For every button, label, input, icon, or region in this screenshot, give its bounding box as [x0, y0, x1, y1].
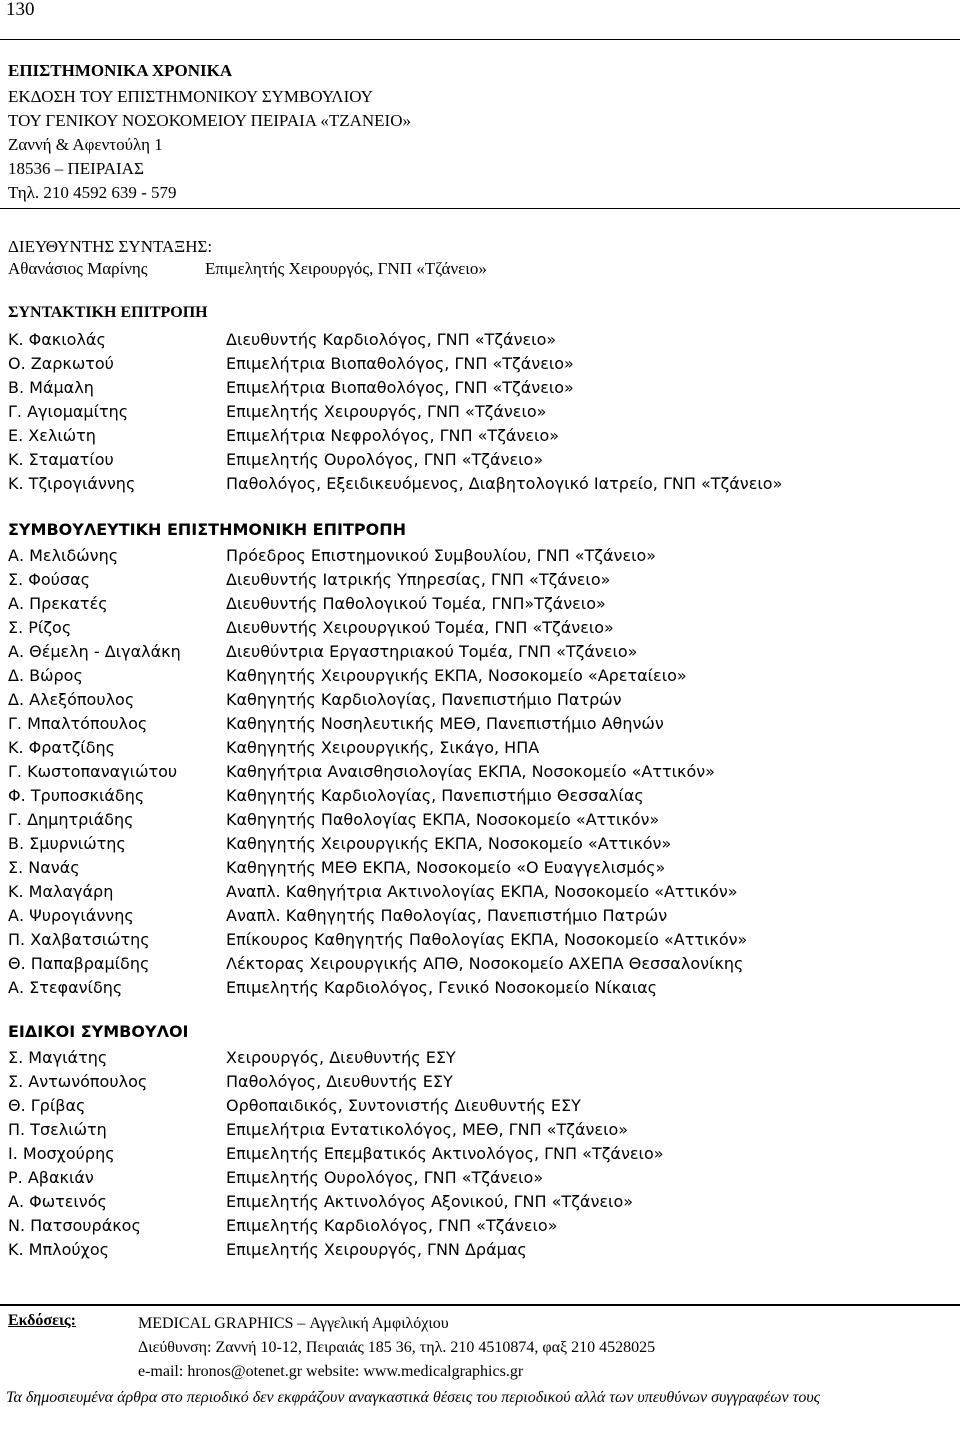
member-role: Επιμελήτρια Βιοπαθολόγος, ΓΝΠ «Τζάνειο»: [226, 354, 574, 373]
member-role: Καθηγήτρια Αναισθησιολογίας ΕΚΠΑ, Νοσοκομείο «Αττικόν»: [226, 762, 715, 781]
member-name: Γ. Αγιομαμίτης: [8, 402, 129, 421]
member-role: Καθηγητής Χειρουργικής ΕΚΠΑ, Νοσοκομείο «Αττικόν»: [226, 834, 672, 853]
member-name: Κ. Τζιρογιάννης: [8, 474, 136, 493]
header-rule: [0, 208, 960, 209]
member-role: Καθηγητής Νοσηλευτικής ΜΕΘ, Πανεπιστήμιο Αθηνών: [226, 714, 664, 733]
member-role: Επιμελητής Ουρολόγος, ΓΝΠ «Τζάνειο»: [226, 450, 544, 469]
member-name: Δ. Βώρος: [8, 666, 83, 685]
member-name: Ε. Χελιώτη: [8, 426, 96, 445]
member-role: Παθολόγος, Διευθυντής ΕΣΥ: [226, 1072, 453, 1091]
member-name: Α. Στεφανίδης: [8, 978, 123, 997]
director-name: Αθανάσιος Μαρίνης: [8, 259, 148, 278]
member-role: Επίκουρος Καθηγητής Παθολογίας ΕΚΠΑ, Νοσοκομείο «Αττικόν»: [226, 930, 748, 949]
member-role: Επιμελήτρια Εντατικολόγος, ΜΕΘ, ΓΝΠ «Τζάνειο»: [226, 1120, 629, 1139]
member-name: Θ. Γρίβας: [8, 1096, 86, 1115]
member-name: Ν. Πατσουράκος: [8, 1216, 141, 1235]
member-name: Ρ. Αβακιάν: [8, 1168, 94, 1187]
member-role: Καθηγητής Καρδιολογίας, Πανεπιστήμιο Θεσσαλίας: [226, 786, 644, 805]
member-role: Πρόεδρος Επιστημονικού Συμβουλίου, ΓΝΠ «Τζάνειο»: [226, 546, 657, 565]
member-name: Α. Πρεκατές: [8, 594, 108, 613]
member-role: Αναπλ. Καθηγητής Παθολογίας, Πανεπιστήμιο Πατρών: [226, 906, 668, 925]
member-name: Φ. Τρυποσκιάδης: [8, 786, 145, 805]
publisher-address: [8, 85, 411, 205]
member-name: Θ. Παπαβραμίδης: [8, 954, 150, 973]
director-role: Επιμελητής Χειρουργός, ΓΝΠ «Τζάνειο»: [205, 259, 487, 278]
member-name: Γ. Κωστοπαναγιώτου: [8, 762, 178, 781]
member-name: Β. Σμυρνιώτης: [8, 834, 126, 853]
member-role: Καθηγητής Χειρουργικής ΕΚΠΑ, Νοσοκομείο «Αρεταίειο»: [226, 666, 687, 685]
member-role: Επιμελητής Καρδιολόγος, ΓΝΠ «Τζάνειο»: [226, 1216, 558, 1235]
member-name: Κ. Φακιολάς: [8, 330, 106, 349]
member-role: Διευθυντής Παθολογικού Τομέα, ΓΝΠ»Τζάνειο»: [226, 594, 606, 613]
org-line: ΕΚΔΟΣΗ ΤΟΥ ΕΠΙΣΤΗΜΟΝΙΚΟΥ ΣΥΜΒΟΥΛΙΟΥ: [8, 87, 373, 106]
publisher-label: Εκδόσεις:: [8, 1312, 76, 1329]
member-name: Κ. Σταματίου: [8, 450, 114, 469]
member-role: Διευθυντής Καρδιολόγος, ΓΝΠ «Τζάνειο»: [226, 330, 557, 349]
member-name: Κ. Φρατζίδης: [8, 738, 116, 757]
org-line: Ζαννή & Αφεντούλη 1: [8, 135, 163, 154]
member-name: Σ. Νανάς: [8, 858, 80, 877]
footer-rule: [0, 1304, 960, 1306]
member-name: Α. Φωτεινός: [8, 1192, 107, 1211]
member-name: Ο. Ζαρκωτού: [8, 354, 114, 373]
journal-title: ΕΠΙΣΤΗΜΟΝΙΚΑ ΧΡΟΝΙΚΑ: [8, 61, 233, 80]
member-role: Καθηγητής Χειρουργικής, Σικάγο, ΗΠΑ: [226, 738, 540, 757]
publisher-contact: e-mail: hronos@otenet.gr website: www.medicalgraphics.gr: [138, 1363, 524, 1380]
member-name: Κ. Μπλούχος: [8, 1240, 110, 1259]
member-role: Λέκτορας Χειρουργικής ΑΠΘ, Νοσοκομείο ΑΧΕΠΑ Θεσσαλονίκης: [226, 954, 744, 973]
publisher-info: [138, 1312, 655, 1384]
member-role: Επιμελητής Ακτινολόγος Αξονικού, ΓΝΠ «Τζάνειο»: [226, 1192, 634, 1211]
member-role: Καθηγητής Καρδιολογίας, Πανεπιστήμιο Πατρών: [226, 690, 622, 709]
member-name: Σ. Μαγιάτης: [8, 1048, 108, 1067]
member-name: Σ. Αντωνόπουλος: [8, 1072, 148, 1091]
member-role: Επιμελήτρια Νεφρολόγος, ΓΝΠ «Τζάνειο»: [226, 426, 560, 445]
member-role: Ορθοπαιδικός, Συντονιστής Διευθυντής ΕΣΥ: [226, 1096, 581, 1115]
member-name: Α. Ψυρογιάννης: [8, 906, 134, 925]
director-label: ΔΙΕΥΘΥΝΤΗΣ ΣΥΝΤΑΞΗΣ:: [8, 237, 213, 256]
member-role: Επιμελητής Χειρουργός, ΓΝΠ «Τζάνειο»: [226, 402, 547, 421]
member-role: Καθηγητής ΜΕΘ ΕΚΠΑ, Νοσοκομείο «Ο Ευαγγελισμός»: [226, 858, 666, 877]
member-role: Επιμελητής Καρδιολόγος, Γενικό Νοσοκομείο Νίκαιας: [226, 978, 658, 997]
member-role: Επιμελητής Ουρολόγος, ΓΝΠ «Τζάνειο»: [226, 1168, 544, 1187]
member-role: Επιμελητής Επεμβατικός Ακτινολόγος, ΓΝΠ «Τζάνειο»: [226, 1144, 664, 1163]
member-name: Γ. Δημητριάδης: [8, 810, 134, 829]
special-advisors-heading: ΕΙΔΙΚΟΙ ΣΥΜΒΟΥΛΟΙ: [8, 1022, 189, 1041]
org-line: Τηλ. 210 4592 639 - 579: [8, 183, 177, 202]
member-role: Διευθυντής Χειρουργικού Τομέα, ΓΝΠ «Τζάνειο»: [226, 618, 614, 637]
publisher-address: Διεύθυνση: Ζαννή 10-12, Πειραιάς 185 36, τηλ. 210 4510874, φαξ 210 4528025: [138, 1339, 656, 1356]
member-name: Π. Τσελιώτη: [8, 1120, 107, 1139]
org-line: 18536 – ΠΕΙΡΑΙΑΣ: [8, 159, 144, 178]
disclaimer: Τα δημοσιευμένα άρθρα στο περιοδικό δεν εκφράζουν αναγκαστικά θέσεις του περιοδικού αλλά των υπευθύνων συγγραφέων τους: [6, 1389, 821, 1406]
member-name: Σ. Φούσας: [8, 570, 90, 589]
member-name: Σ. Ρίζος: [8, 618, 72, 637]
member-role: Διευθύντρια Εργαστηριακού Τομέα, ΓΝΠ «Τζάνειο»: [226, 642, 638, 661]
advisory-committee-heading: ΣΥΜΒΟΥΛΕΥΤΙΚΗ ΕΠΙΣΤΗΜΟΝΙΚΗ ΕΠΙΤΡΟΠΗ: [8, 520, 406, 539]
org-line: ΤΟΥ ΓΕΝΙΚΟΥ ΝΟΣΟΚΟΜΕΙΟΥ ΠΕΙΡΑΙΑ «ΤΖΑΝΕΙΟ»: [8, 111, 411, 130]
member-name: Γ. Μπαλτόπουλος: [8, 714, 148, 733]
member-name: Π. Χαλβατσιώτης: [8, 930, 150, 949]
member-name: Δ. Αλεξόπουλος: [8, 690, 135, 709]
page-number: 130: [6, 0, 35, 20]
member-role: Αναπλ. Καθηγήτρια Ακτινολογίας ΕΚΠΑ, Νοσοκομείο «Αττικόν»: [226, 882, 738, 901]
member-name: Α. Μελιδώνης: [8, 546, 119, 565]
editorial-committee-heading: ΣΥΝΤΑΚΤΙΚΗ ΕΠΙΤΡΟΠΗ: [8, 304, 208, 321]
member-role: Παθολόγος, Εξειδικευόμενος, Διαβητολογικό Ιατρείο, ΓΝΠ «Τζάνειο»: [226, 474, 783, 493]
member-name: Ι. Μοσχούρης: [8, 1144, 115, 1163]
member-role: Χειρουργός, Διευθυντής ΕΣΥ: [226, 1048, 456, 1067]
top-rule: [0, 39, 960, 40]
member-name: Κ. Μαλαγάρη: [8, 882, 114, 901]
member-role: Καθηγητής Παθολογίας ΕΚΠΑ, Νοσοκομείο «Αττικόν»: [226, 810, 660, 829]
member-role: Επιμελήτρια Βιοπαθολόγος, ΓΝΠ «Τζάνειο»: [226, 378, 574, 397]
member-role: Επιμελητής Χειρουργός, ΓΝΝ Δράμας: [226, 1240, 527, 1259]
publisher-name: MEDICAL GRAPHICS – Αγγελική Αμφιλόχιου: [138, 1315, 449, 1332]
member-role: Διευθυντής Ιατρικής Υπηρεσίας, ΓΝΠ «Τζάνειο»: [226, 570, 611, 589]
member-name: Β. Μάμαλη: [8, 378, 94, 397]
member-name: Α. Θέμελη - Διγαλάκη: [8, 642, 181, 661]
